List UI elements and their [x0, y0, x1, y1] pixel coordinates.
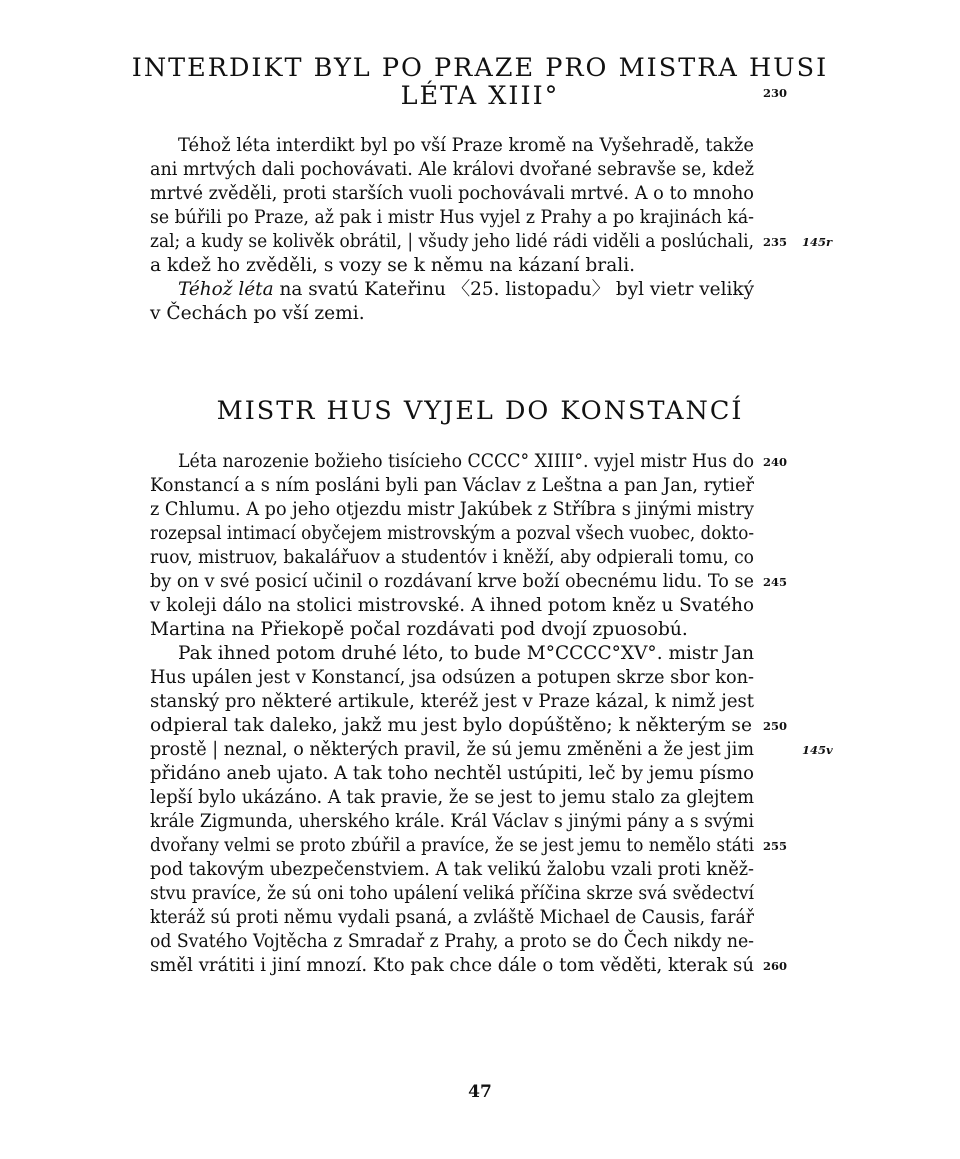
- text-line: ani mrtvých dali pochovávati. Ale královi dvořané sebravše se, kdež: [150, 159, 754, 180]
- text-line: odpieral tak daleko, jakž mu jest bylo dopúštěno; k některým se: [150, 715, 752, 736]
- italic-phrase: Téhož léta: [178, 279, 274, 300]
- text-line: v koleji dálo na stolici mistrovské. A ihned potom kněz u Svatého: [150, 595, 754, 616]
- page-number: 47: [468, 1082, 492, 1102]
- text-line: zal; a kudy se kolivěk obrátil, | všudy jeho lidé rádi viděli a poslúchali,: [150, 231, 754, 252]
- text-line: z Chlumu. A po jeho otjezdu mistr Jakúbek z Stříbra s jinými mistry: [150, 499, 754, 520]
- text-line: v Čechách po vší zemi.: [150, 303, 365, 324]
- text-line: od Svatého Vojtěcha z Smradař z Prahy, a proto se do Čech nikdy ne-: [150, 931, 754, 952]
- text-line: kteráž sú proti němu vydali psaná, a zvláště Michael de Causis, farář: [150, 907, 754, 928]
- margin-line-number: 255: [763, 839, 788, 853]
- text-line: krále Zigmunda, uherského krále. Král Václav s jinými pány a s svými: [150, 811, 754, 832]
- text-line: Téhož léta interdikt byl po vší Praze kromě na Vyšehradě, takže: [178, 135, 754, 156]
- text-line: se búřili po Praze, až pak i mistr Hus vyjel z Prahy a po krajinách ká-: [150, 207, 754, 228]
- margin-line-number: 250: [763, 719, 788, 733]
- margin-folio-reference: 145r: [802, 235, 833, 249]
- text-line: prostě | neznal, o některých pravil, že sú jemu změněni a že jest jim: [150, 739, 754, 760]
- section-heading-interdikt-year: LÉTA XIII°: [400, 81, 560, 111]
- margin-line-number: 260: [763, 959, 788, 973]
- text-line: a kdež ho zvěděli, s vozy se k němu na kázaní brali.: [150, 255, 636, 276]
- text-line: stanský pro některé artikule, kteréž jest v Praze kázal, k nimž jest: [150, 691, 754, 712]
- text-line: stvu pravíce, že sú oni toho upálení veliká příčina skrze svá svědectví: [150, 883, 754, 904]
- text-line: dvořany velmi se proto zbúřil a pravíce, že se jest jemu to nemělo státi: [150, 835, 754, 856]
- text-line: by on v své posicí učinil o rozdávaní krve boží obecnému lidu. To se: [150, 571, 754, 592]
- margin-line-number: 245: [763, 575, 788, 589]
- text-line: rozepsal intimací obyčejem mistrovským a pozval všech vuobec, dokto-: [150, 523, 754, 544]
- section-heading-interdikt: INTERDIKT BYL PO PRAZE PRO MISTRA HUSI: [131, 53, 829, 83]
- text-line: pod takovým ubezpečenstviem. A tak velikú žalobu vzali proti kněž-: [150, 859, 754, 880]
- text-line-rest: na svatú Kateřinu 〈25. listopadu〉 byl vietr veliký: [273, 279, 754, 300]
- text-line: přidáno aneb ujato. A tak toho nechtěl ustúpiti, leč by jemu písmo: [150, 763, 754, 784]
- margin-line-number: 235: [763, 235, 788, 249]
- text-line: Léta narozenie božieho tisícieho CCCC° XIIII°. vyjel mistr Hus do: [178, 451, 754, 472]
- text-line: Konstancí a s ním posláni byli pan Václav z Leštna a pan Jan, rytieř: [150, 475, 754, 496]
- margin-folio-reference: 145v: [802, 743, 833, 757]
- margin-line-number: 230: [763, 86, 788, 100]
- section-heading-konstanci: MISTR HUS VYJEL DO KONSTANCÍ: [216, 396, 744, 426]
- text-line: [178, 278, 754, 302]
- text-line: mrtvé zvěděli, proti starších vuoli pochovávali mrtvé. A o to mnoho: [150, 183, 754, 204]
- text-line: Hus upálen jest v Konstancí, jsa odsúzen a potupen skrze sbor kon-: [150, 667, 754, 688]
- text-line: lepší bylo ukázáno. A tak pravie, že se jest to jemu stalo za glejtem: [150, 787, 754, 808]
- text-line: směl vrátiti i jiní mnozí. Kto pak chce dále o tom věděti, kterak sú: [150, 955, 754, 976]
- text-line: Pak ihned potom druhé léto, to bude M°CCCC°XV°. mistr Jan: [178, 643, 754, 664]
- margin-line-number: 240: [763, 455, 788, 469]
- text-line: Martina na Přiekopě počal rozdávati pod dvojí zpuosobú.: [150, 619, 688, 640]
- text-line: ruov, mistruov, bakalářuov a studentóv i kněží, aby odpierali tomu, co: [150, 547, 754, 568]
